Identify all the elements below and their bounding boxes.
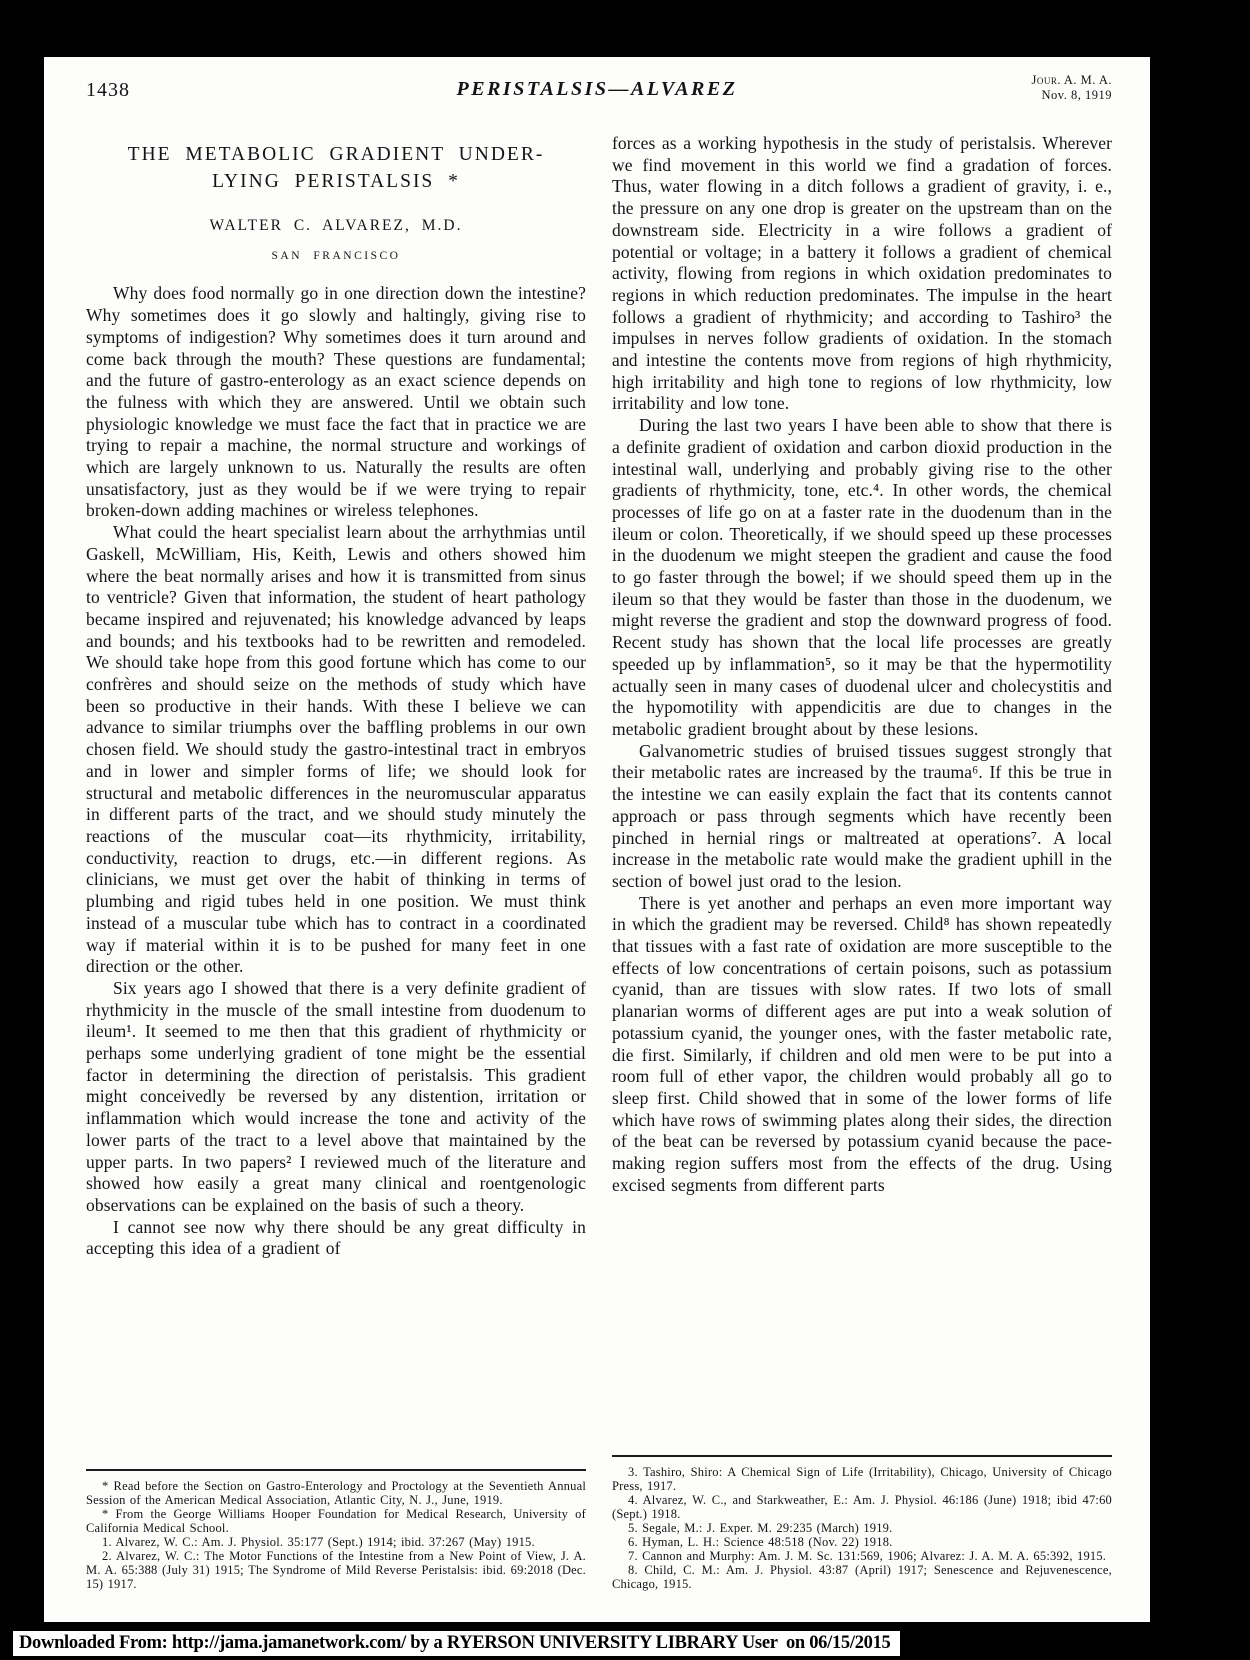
running-header xyxy=(44,57,1150,109)
article-title xyxy=(86,141,586,195)
footnote: 2. Alvarez, W. C.: The Motor Functions of the Intestine from a New Point of View, J. A. M. A. 65:388 (July 31) 1915; The Syndrome of Mild Reverse Peristalsis: ibid. 69:2018 (Dec. 15) 1917. xyxy=(86,1549,586,1591)
paragraph: Galvanometric studies of bruised tissues suggest strongly that their metabolic rates are increased by the trauma⁶. If this be true in the intestine we can easily explain the fact that its contents cannot approach or pass through segments which have recently been pinched in hernial rings or maltreated at operations⁷. A local increase in the metabolic rate would make the gradient uphill in the section of bowel just orad to the lesion. xyxy=(612,740,1112,891)
two-column-body xyxy=(44,109,1150,1591)
footnote: 5. Segale, M.: J. Exper. M. 29:235 (March) 1919. xyxy=(628,1521,893,1535)
left-column xyxy=(86,133,586,1591)
right-footnotes xyxy=(612,1455,1112,1591)
footnote: 8. Child, C. M.: Am. J. Physiol. 43:87 (April) 1917; Senescence and Rejuvenescence, Chicago, 1915. xyxy=(612,1563,1112,1591)
issue-date: Nov. 8, 1919 xyxy=(1041,87,1112,102)
article-location: SAN FRANCISCO xyxy=(271,249,401,262)
download-notice: Downloaded From: http://jama.jamanetwork.com/ by a RYERSON UNIVERSITY LIBRARY User on 06/15/2015 xyxy=(13,1631,900,1656)
footnote: 4. Alvarez, W. C., and Starkweather, E.: Am. J. Physiol. 46:186 (June) 1918; ibid 47:60 (Sept.) 1918. xyxy=(612,1493,1112,1521)
footer-bar xyxy=(0,1622,1250,1660)
paragraph: forces as a working hypothesis in the study of peristalsis. Wherever we find movement in this world we find a gradation of forces. Thus, water flowing in a ditch follows a gradient of gravity, i. e., the pressure on any one drop is greater on the upstream than on the downstream side. Electricity in a wire follows a gradient of potential or voltage; in a battery it follows a gradient of chemical activity, flowing from regions in which oxidation predominates to regions in which reduction predominates. The impulse in the heart follows a gradient of rhythmicity; and according to Tashiro³ the impulses in nerves follow gradients of oxidation. In the stomach and intestine the contents move from regions of high rhythmicity, high irritability and high tone to regions of low rhythmicity, low irritability and low tone. xyxy=(612,133,1112,414)
journal-citation xyxy=(1031,73,1112,102)
paragraph: Six years ago I showed that there is a very definite gradient of rhythmicity in the muscle of the small intestine from duodenum to ileum¹. It seemed to me then that this gradient of rhythmicity or perhaps some underlying gradient of tone might be the essential factor in determining the direction of peristalsis. This gradient might conceivedly be reversed by any distention, irritation or inflammation which would increase the tone and activity of the lower parts of the tract to a level above that maintained by the upper parts. In two papers² I reviewed much of the literature and showed how easily a great many clinical and roentgenologic observations can be explained on the basis of such a theory. xyxy=(86,977,586,1215)
page-number: 1438 xyxy=(86,79,130,101)
running-title: PERISTALSIS—ALVAREZ xyxy=(456,78,738,100)
footnote-rule xyxy=(86,1469,586,1471)
article-author: WALTER C. ALVAREZ, M.D. xyxy=(209,217,463,234)
paragraph: Why does food normally go in one direction down the intestine? Why sometimes does it go slowly and haltingly, giving rise to symptoms of indigestion? Why sometimes does it turn around and come back through the mouth? These questions are fundamental; and the future of gastro-enterology as an exact science depends on the fulness with which they are answered. Until we obtain such physiologic knowledge we must face the fact that in practice we are trying to repair a machine, the normal structure and workings of which are largely unknown to us. Naturally the results are often unsatisfactory, just as they would be if we were trying to repair broken-down adding machines or wireless telephones. xyxy=(86,283,586,521)
article-title-line2: LYING PERISTALSIS * xyxy=(212,171,460,192)
paragraph: During the last two years I have been able to show that there is a definite gradient of oxidation and carbon dioxid production in the intestinal wall, underlying and probably giving rise to the other gradients of rhythmicity, tone, etc.⁴. In other words, the chemical processes of life go on at a faster rate in the duodenum than in the ileum or colon. Theoretically, if we should speed up these processes in the duodenum we might steepen the gradient and cause the food to go faster through the bowel; if we should speed them up in the ileum so that they would be faster than those in the duodenum, we might reverse the gradient and stop the downward progress of food. Recent study has shown that the local life processes are greatly speeded up by inflammation⁵, so it may be that the hypermotility actually seen in many cases of duodenal ulcer and cholecystitis and the hypomotility with appendicitis are due to changes in the metabolic gradient brought about by these lesions. xyxy=(612,415,1112,739)
left-footnotes xyxy=(86,1469,586,1591)
article-title-line1: THE METABOLIC GRADIENT UNDER- xyxy=(127,144,545,165)
footnote: 1. Alvarez, W. C.: Am. J. Physiol. 35:177 (Sept.) 1914; ibid. 37:267 (May) 1915. xyxy=(102,1535,535,1549)
footnote: 6. Hyman, L. H.: Science 48:518 (Nov. 22) 1918. xyxy=(628,1535,893,1549)
footnote: 7. Cannon and Murphy: Am. J. M. Sc. 131:569, 1906; Alvarez: J. A. M. A. 65:392, 1915. xyxy=(628,1549,1107,1563)
journal-name: Jour. A. M. A. xyxy=(1031,73,1112,87)
footnote: * From the George Williams Hooper Foundation for Medical Research, University of California Medical School. xyxy=(86,1507,586,1535)
paragraph: I cannot see now why there should be any great difficulty in accepting this idea of a gradient of xyxy=(86,1216,586,1259)
journal-page xyxy=(44,57,1150,1622)
right-column xyxy=(612,133,1112,1591)
footnote-rule xyxy=(612,1455,1112,1457)
footnote: 3. Tashiro, Shiro: A Chemical Sign of Life (Irritability), Chicago, University of Chicago Press, 1917. xyxy=(612,1465,1112,1493)
article-head xyxy=(86,141,586,267)
footnote: * Read before the Section on Gastro-Enterology and Proctology at the Seventieth Annual Session of the American Medical Association, Atlantic City, N. J., June, 1919. xyxy=(86,1479,586,1507)
paragraph: There is yet another and perhaps an even more important way in which the gradient may be reversed. Child⁸ has shown repeatedly that tissues with a fast rate of oxidation are more susceptible to the effects of low concentrations of certain poisons, such as potassium cyanid, than are tissues with slow rates. If two lots of small planarian worms of different ages are put into a weak solution of potassium cyanid, the younger ones, with the faster metabolic rate, die first. Similarly, if children and old men were to be put into a room full of ether vapor, the children would probably all go to sleep first. Child showed that in some of the lower forms of life which have rows of swimming plates along their sides, the direction of the beat can be reversed by potassium cyanid because the pace-making region suffers most from the effects of the drug. Using excised segments from different parts xyxy=(612,892,1112,1195)
paragraph: What could the heart specialist learn about the arrhythmias until Gaskell, McWilliam, His, Keith, Lewis and others showed him where the beat normally arises and how it is transmitted from sinus to ventricle? Given that information, the student of heart pathology became inspired and rejuvenated; his knowledge advanced by leaps and bounds; and his textbooks had to be rewritten and remodeled. We should take hope from this good fortune which has come to our confrères and should seize on the methods of study which have been so productive in their hands. With these I believe we can advance to similar triumphs over the baffling problems in our own chosen field. We should study the gastro-intestinal tract in embryos and in lower and simpler forms of life; we should look for structural and metabolic differences in the neuromuscular apparatus in different parts of the tract, and we should study minutely the reactions of the muscular coat—its rhythmicity, irritability, conductivity, reaction to drugs, etc.—in different regions. As clinicians, we must get over the habit of thinking in terms of plumbing and rigid tubes held in one position. We must think instead of a muscular tube which has to contract in a coordinated way if material within it is to be pushed for many feet in one direction or the other. xyxy=(86,522,586,977)
